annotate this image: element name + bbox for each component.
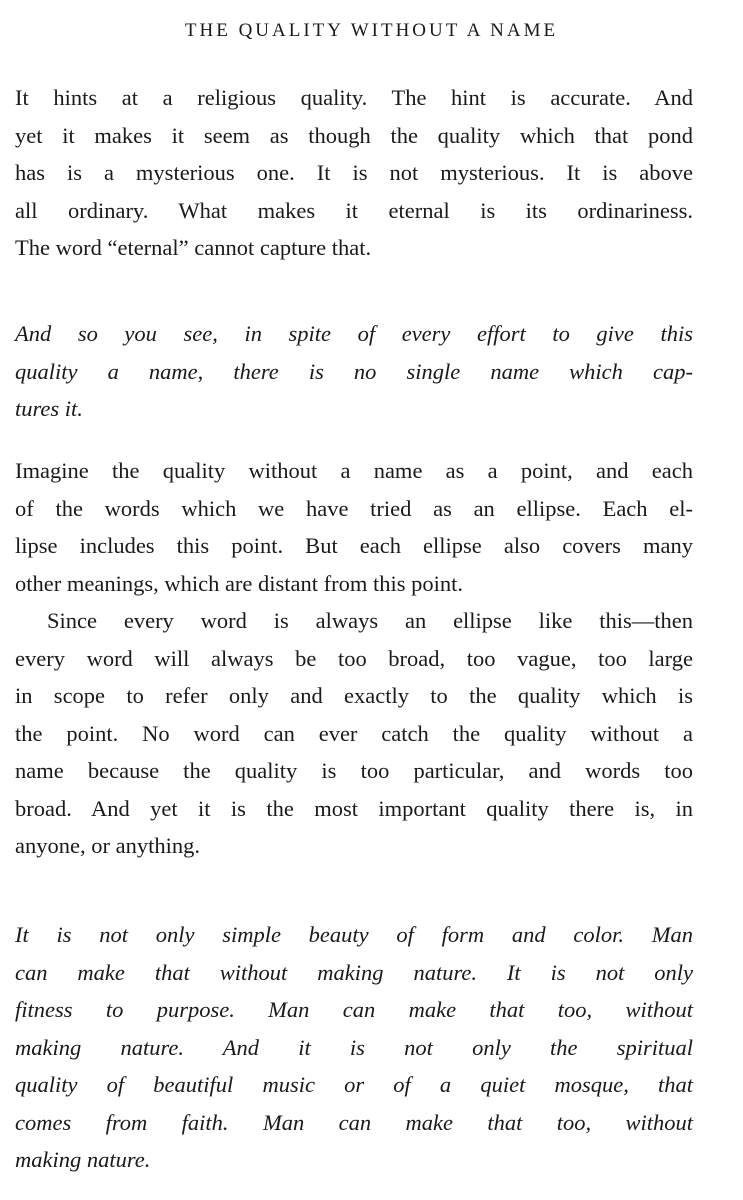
text-line: anyone, or anything. — [15, 833, 200, 858]
text-line: broad. And yet it is the most important quality there is, in — [15, 795, 693, 821]
text-line: quality of beautiful music or of a quiet mosque, that — [15, 1072, 693, 1097]
text-line: Since every word is always an ellipse like this—then — [47, 608, 693, 633]
paragraph-pond-ordinariness — [15, 79, 693, 267]
text-line: can make that without making nature. It is not only — [15, 959, 693, 985]
text-line: comes from faith. Man can make that too, without — [15, 1109, 693, 1135]
running-head: THE QUALITY WITHOUT A NAME — [184, 20, 559, 41]
text-line: in scope to refer only and exactly to the quality which is — [15, 683, 693, 708]
text-line: has is a mysterious one. It is not mysterious. It is above — [15, 160, 693, 185]
text-line: tures it. — [15, 396, 83, 421]
text-line: all ordinary. What makes it eternal is its ordinariness. — [15, 197, 693, 223]
text-line: the point. No word can ever catch the quality without a — [15, 720, 693, 746]
text-line: every word will always be too broad, too vague, too large — [15, 645, 693, 671]
text-line: of the words which we have tried as an ellipse. Each el- — [15, 495, 693, 521]
text-line: name because the quality is too particular, and words too — [15, 758, 693, 783]
text-line: It hints at a religious quality. The hint is accurate. And — [15, 85, 693, 110]
text-line: making nature. And it is not only the spiritual — [15, 1034, 693, 1060]
text-line: making nature. — [15, 1147, 151, 1172]
paragraph-ellipse-metaphor — [15, 452, 693, 865]
text-line: Imagine the quality without a name as a point, and each — [15, 458, 693, 483]
text-line: other meanings, which are distant from this point. — [15, 570, 464, 596]
paragraph-no-single-name — [15, 315, 693, 428]
paragraph-making-nature — [15, 916, 693, 1179]
text-line: fitness to purpose. Man can make that too, without — [15, 997, 693, 1022]
text-line: quality a name, there is no single name which cap- — [15, 358, 693, 384]
text-line: lipse includes this point. But each ellipse also covers many — [15, 533, 693, 558]
text-line: It is not only simple beauty of form and color. Man — [15, 922, 693, 947]
text-line: And so you see, in spite of every effort to give this — [15, 321, 693, 346]
text-line: The word “eternal” cannot capture that. — [15, 235, 372, 260]
text-line: yet it makes it seem as though the quality which that pond — [15, 122, 693, 148]
